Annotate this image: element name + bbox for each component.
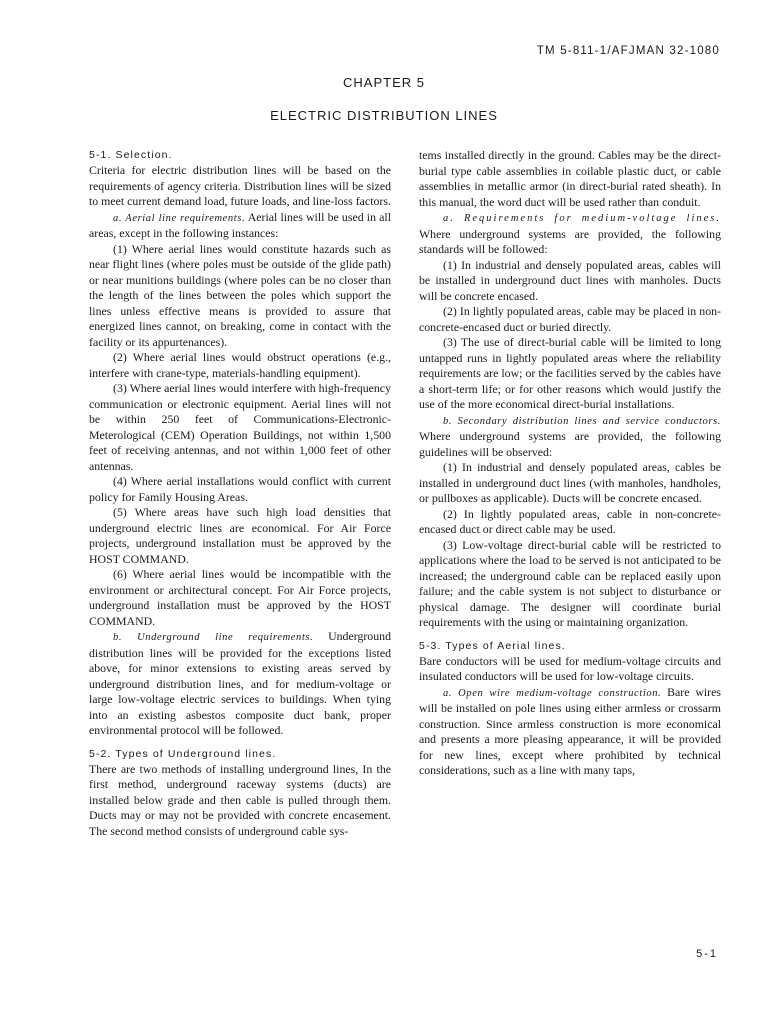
- section-heading-5-1: 5-1. Selection.: [89, 149, 173, 161]
- right-column: [419, 148, 721, 779]
- subsection-a-medium-voltage: [419, 210, 721, 258]
- list-item: (1) In industrial and densely populated areas, cables will be installed in underground duct lines with manholes. Ducts will be concrete encased.: [419, 257, 721, 303]
- paragraph: There are two methods of installing underground lines, In the first method, underground raceway systems (ducts) are installed below grade and then cable is pulled through them. Ducts may or may not be provided with concrete encasement. The second method consists of underground cable sys-: [89, 761, 391, 838]
- run-in-heading: a. Aerial line requirements.: [113, 212, 246, 224]
- paragraph: Bare conductors will be used for medium-voltage circuits and insulated conductors will be used for low-voltage circuits.: [419, 653, 721, 683]
- paragraph: Criteria for electric distribution lines will be based on the requirements of agency criteria. Distribution lines will be sized to meet current demand load, future loads, and line-loss factors.: [89, 163, 391, 208]
- left-column: [89, 148, 391, 839]
- subsection-b-secondary: [419, 413, 721, 461]
- list-item: (5) Where areas have such high load densities that underground electric lines are economical. For Air Force projects, underground installation must be approved by the HOST COMMAND.: [89, 505, 391, 566]
- subsection-a-aerial: [89, 210, 391, 242]
- paragraph: tems installed directly in the ground. Cables may be the direct-burial type cable assemblies in coilable plastic duct, or cable assemblies in metallic armor (in direct-burial rated sheath). In this manual, the word duct will be used rather than conduit.: [419, 148, 721, 209]
- list-item: (3) The use of direct-burial cable will be limited to long untapped runs in lightly populated areas where the reliability requirements are low; or the facilities served by the cables have a short-term life; or for other reasons which would justify the use of the more economical direct-burial installations.: [419, 335, 721, 411]
- paragraph-text: Where underground systems are provided, the following guidelines will be observed:: [419, 429, 721, 459]
- section-heading-5-3: 5-3. Types of Aerial lines.: [419, 639, 566, 652]
- list-item: (1) Where aerial lines would constitute hazards such as near flight lines (where poles must be outside of the glide path) or near munitions buildings (where poles can be no closer than the length of the lines between the poles which support the lines unless effective means is provided to assure that energized lines cannot, on breaking, come in contact with the facility or its appurtenances).: [89, 241, 391, 349]
- list-item: (2) In lightly populated areas, cable may be placed in non-concrete-encased duct or buried directly.: [419, 304, 721, 334]
- run-in-heading: a. Requirements for medium-voltage lines.: [443, 213, 721, 224]
- list-item: (3) Low-voltage direct-burial cable will be restricted to applications where the load to be served is not anticipated to be increased; the underground cable can be replaced easily upon failure; and the cable system is not subject to disturbance or physical damage. The designer will coordinate burial requirements with the using or maintaining organization.: [419, 537, 721, 629]
- page-number: 5-1: [696, 948, 718, 960]
- subsection-a-open-wire: [419, 685, 721, 779]
- run-in-heading: a. Open wire medium-voltage construction.: [443, 687, 662, 699]
- run-in-heading: b. Secondary distribution lines and service conductors.: [443, 415, 721, 427]
- paragraph-text: Where underground systems are provided, the following standards will be followed:: [419, 226, 721, 256]
- chapter-number: CHAPTER 5: [343, 75, 425, 90]
- chapter-title: ELECTRIC DISTRIBUTION LINES: [270, 108, 498, 123]
- list-item: (4) Where aerial installations would conflict with current policy for Family Housing Areas.: [89, 474, 391, 504]
- document-id-header: TM 5-811-1/AFJMAN 32-1080: [536, 45, 720, 57]
- list-item: (3) Where aerial lines would interfere with high-frequency communication or electronic equipment. Aerial lines will not be within 250 feet of Communications-Electronic-Meterological (CEM) Operation Buildings, not within 1,500 feet of receiving antennas, and not within 1,000 feet of other antennas.: [89, 381, 391, 473]
- run-in-heading: b. Underground line requirements.: [113, 632, 314, 643]
- paragraph-text: Bare wires will be installed on pole lines using either armless or crossarm construction. Since armless construction is more economical and presents a more pleasing appearance, it will be provided for new lines, except where prohibited by technical considerations, such as a line with many taps,: [419, 684, 721, 777]
- list-item: (6) Where aerial lines would be incompatible with the environment or architectural concept. For Air Force projects, underground installation must be approved by the HOST COMMAND.: [89, 567, 391, 628]
- paragraph-text: Underground distribution lines will be provided for the exceptions listed above, for minor extensions to existing areas served by underground distribution lines, and for medium-voltage or large low-voltage electric services to buildings. When tying into an existing asbestos composite duct bank, proper environmental protocol will be followed.: [89, 629, 391, 737]
- list-item: (2) In lightly populated areas, cable in non-concrete-encased duct or direct cable may be used.: [419, 506, 721, 536]
- list-item: (1) In industrial and densely populated areas, cables be installed in underground duct lines (with manholes, handholes, or pullboxes as applicable). Ducts will be concrete encased.: [419, 460, 721, 505]
- section-heading-5-2: 5-2. Types of Underground lines.: [89, 747, 277, 760]
- list-item: (2) Where aerial lines would obstruct operations (e.g., interfere with crane-type, materials-handling equipment).: [89, 350, 391, 380]
- subsection-b-underground: [89, 629, 391, 739]
- paragraph-text: Aerial lines will be used in all areas, except in the following instances:: [89, 209, 391, 240]
